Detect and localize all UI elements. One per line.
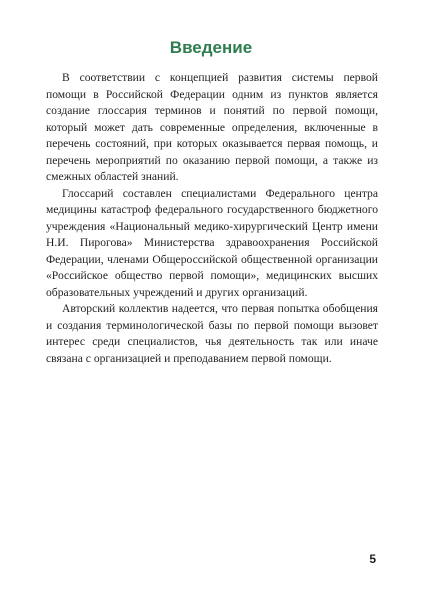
page-number: 5 [369,552,376,566]
body-text [46,70,378,367]
paragraph-authors: Глоссарий составлен специалистами Федерального центра медицины катастроф федерального государственного бюджетного учреждения «Национальный медико-хирургический Центр имени Н.И. Пирогова» Министерства здравоохранения Российской Федерации, членами Общероссийской общественной организации «Российское общество первой помощи», медицинских высших образовательных учреждений и других организаций. [46,186,378,299]
paragraph-concept: В соответствии с концепцией развития системы первой помощи в Российской Федерации одним из пунктов является создание глоссария терминов и понятий по первой помощи, который может дать современные определения, включенные в перечень состояний, при которых оказывается первая помощь, и перечень мероприятий по оказанию первой помощи, а также из смежных областей знаний. [46,71,378,183]
paragraph-hope: Авторский коллектив надеется, что первая попытка обобщения и создания терминологической базы по первой помощи вызовет интерес среди специалистов, чья деятельность так или иначе связана с организацией и преподаванием первой помощи. [46,302,378,365]
page-title: Введение [169,38,253,57]
